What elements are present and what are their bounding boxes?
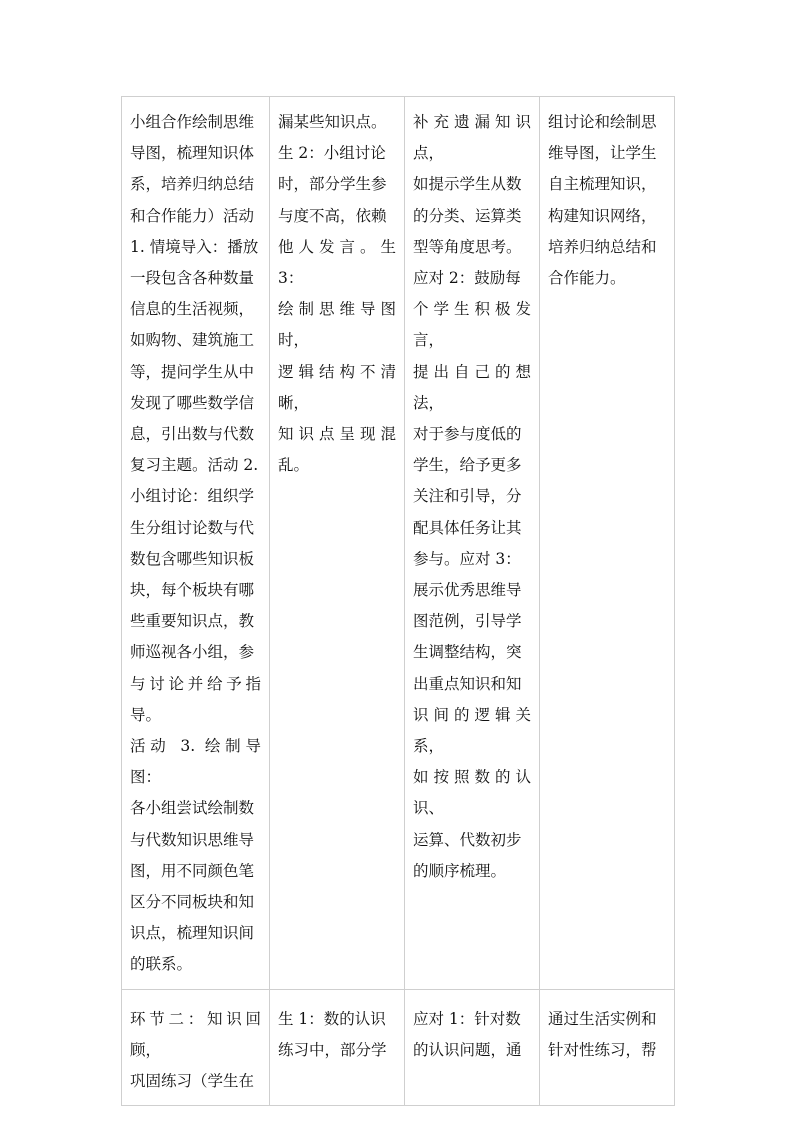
lesson-plan-table	[121, 96, 675, 1106]
cell-text: 补充遗漏知识点， 如提示学生从数 的分类、运算类 型等角度思考。 应对 2：鼓励每 个学生积极发言， 提出自己的想法， 对于参与度低的 学生，给予更多 关注和引导，分 配具体任务让其 参与。应对 3： 展示优秀思维导 图范例，引导学 生调整结构，突 出重点知识和知 识间的逻辑关系， 如按照数的认识、 运算、代数初步 的顺序梳理。	[413, 113, 531, 880]
cell-text: 漏某些知识点。 生 2：小组讨论 时，部分学生参 与度不高，依赖 他人发言。生 3： 绘制思维导图时， 逻辑结构不清晰， 知识点呈现混乱。	[278, 113, 396, 475]
table-row	[122, 97, 675, 990]
table-cell-design-intent	[540, 989, 675, 1106]
cell-text: 通过生活实例和 针对性练习，帮	[548, 1009, 657, 1059]
table-cell-design-intent	[540, 97, 675, 990]
table-cell-activities	[122, 989, 270, 1106]
table-cell-student-issues	[270, 97, 405, 990]
table-cell-responses	[405, 97, 540, 990]
table-cell-activities	[122, 97, 270, 990]
table-row	[122, 989, 675, 1106]
cell-text: 环节二：知识回顾， 巩固练习（学生在	[130, 1009, 261, 1091]
cell-text: 应对 1：针对数 的认识问题，通	[413, 1009, 522, 1059]
cell-text: 生 1：数的认识 练习中，部分学	[278, 1009, 387, 1059]
cell-text: 组讨论和绘制思 维导图，让学生 自主梳理知识， 构建知识网络， 培养归纳总结和 合作能力。	[548, 113, 657, 288]
table-cell-responses	[405, 989, 540, 1106]
table-cell-student-issues	[270, 989, 405, 1106]
cell-text: 小组合作绘制思维 导图，梳理知识体 系，培养归纳总结 和合作能力）活动 1. 情境导入：播放 一段包含各种数量 信息的生活视频， 如购物、建筑施工 等，提问学生从中 发现了哪些数学信 息，引出数与代数 复习主题。活动 2. 小组讨论：组织学 生分组讨论数与代 数包含哪些知识板 块，每个板块有哪 些重要知识点，教 师巡视各小组，参 与讨论并给予指导。 活动 3. 绘制导图： 各小组尝试绘制数 与代数知识思维导 图，用不同颜色笔 区分不同板块和知 识点，梳理知识间 的联系。	[130, 113, 261, 974]
